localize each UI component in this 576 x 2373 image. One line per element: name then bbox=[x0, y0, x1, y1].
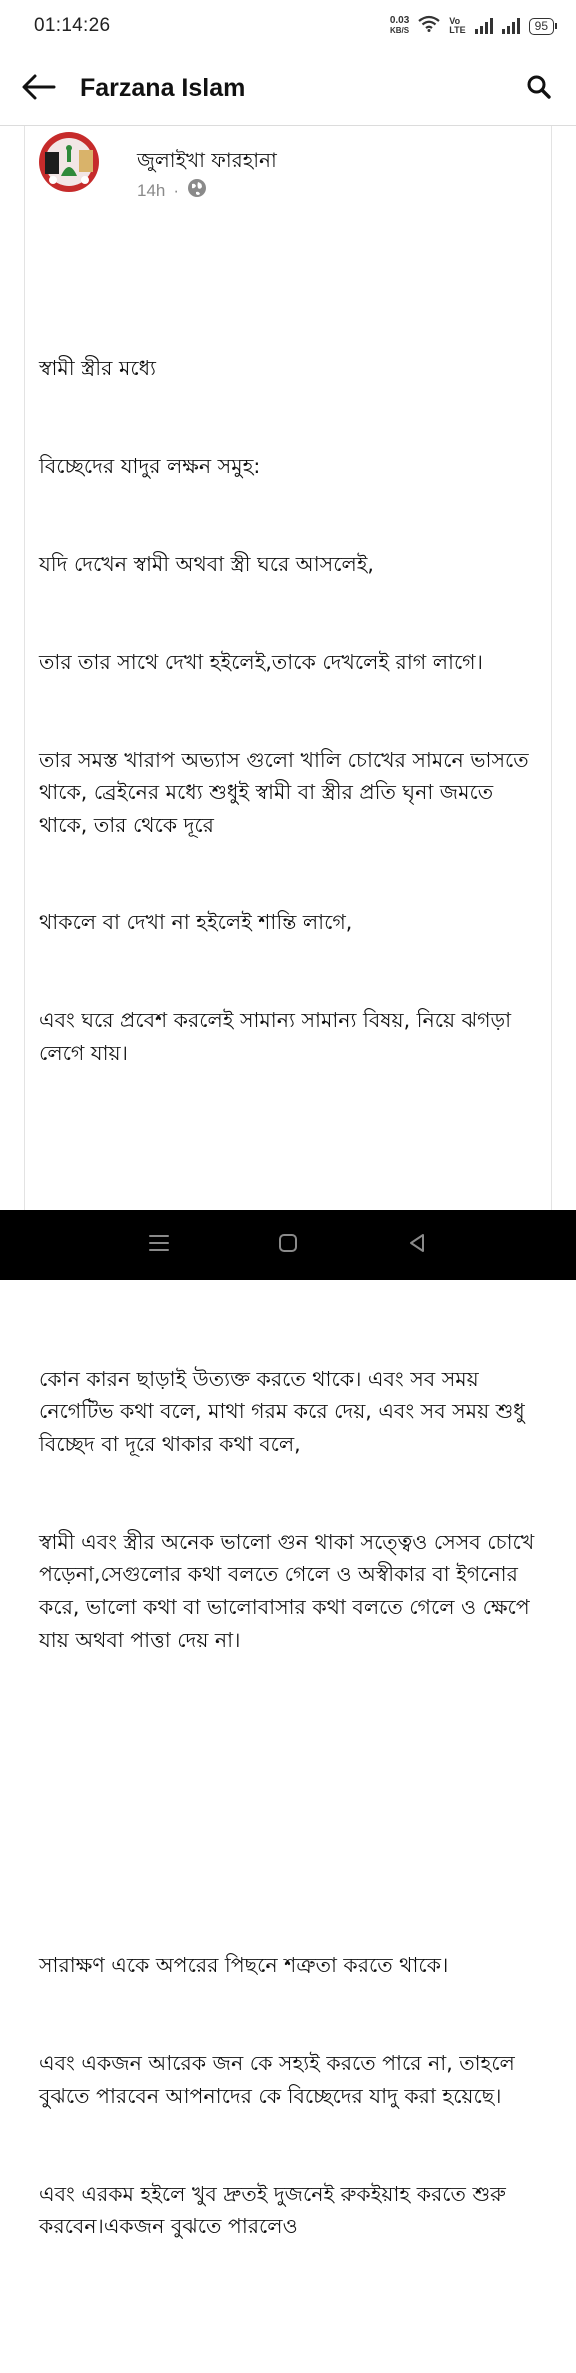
post-line: স্বামী স্ত্রীর মধ্যে bbox=[39, 356, 156, 381]
network-speed-value: 0.03 bbox=[389, 15, 410, 26]
post-line: এবং একজন আরেক জন কে সহ্যই করতে পারে না, তাহলে বুঝতে পারবেন আপনাদের কে বিচ্ছেদের যাদু করা হয়েছে। bbox=[39, 2051, 522, 2108]
post-paragraph-1 bbox=[39, 287, 547, 1134]
post-header bbox=[25, 126, 551, 216]
arrow-left-icon bbox=[22, 74, 56, 104]
wifi-icon bbox=[418, 15, 440, 37]
post-line: এবং এরকম হইলে খুব দ্রুতই দুজনেই রুকইয়াহ করতে শুরু করবেন।একজন বুঝতে পারলেও bbox=[39, 2181, 513, 2239]
battery-icon: 95 bbox=[529, 18, 554, 35]
post-card bbox=[24, 126, 552, 2239]
back-button[interactable] bbox=[22, 70, 60, 108]
post-line: এবং ঘরে প্রবেশ করলেই সামান্য সামান্য বিষয়, নিয়ে ঝগড়া লেগে যায়। bbox=[39, 1008, 518, 1065]
signal-icon-sim1 bbox=[475, 18, 493, 34]
post-line: যদি দেখেন স্বামী অথবা স্ত্রী ঘরে আসলেই, bbox=[39, 551, 374, 576]
post-line: তার সমস্ত খারাপ অভ্যাস গুলো খালি চোখের সামনে ভাসতে থাকে, ব্রেইনের মধ্যে শুধুই স্বামী বা স্ত্রীর প্রতি ঘৃনা জমতে থাকে, তার থেকে দূরে bbox=[39, 747, 536, 837]
volte-bottom: LTE bbox=[449, 25, 466, 35]
search-button[interactable] bbox=[524, 74, 554, 104]
globe-icon bbox=[187, 178, 207, 203]
meta-separator: · bbox=[173, 180, 180, 200]
post-line: কোন কারন ছাড়াই উত্যক্ত করতে থাকে। এবং সব সময় নেগেটিভ কথা বলে, মাথা গরম করে দেয়, এবং সব সময় শুধু বিচ্ছেদ বা দূরে থাকার কথা বলে, bbox=[39, 1366, 532, 1456]
recents-button[interactable] bbox=[139, 1225, 179, 1265]
post-line: সারাক্ষণ একে অপরের পিছনে শত্রুতা করতে থাকে। bbox=[39, 1953, 449, 1978]
nav-back-button[interactable] bbox=[397, 1225, 437, 1265]
signal-icon-sim2 bbox=[502, 18, 520, 34]
system-nav-bar bbox=[0, 1210, 576, 1280]
recents-icon bbox=[148, 1232, 170, 1258]
post-paragraph-2 bbox=[39, 1298, 547, 1722]
app-bar bbox=[0, 52, 576, 126]
post-author[interactable]: জুলাইখা ফারহানা bbox=[137, 148, 277, 172]
post-paragraph-3 bbox=[39, 1884, 547, 2308]
post-meta bbox=[137, 178, 207, 203]
post-line: বিচ্ছেদের যাদুর লক্ষন সমুহ: bbox=[39, 454, 261, 479]
post-line: থাকলে বা দেখা না হইলেই শান্তি লাগে, bbox=[39, 910, 353, 935]
volte-top: Vo bbox=[449, 16, 461, 26]
home-button[interactable] bbox=[268, 1225, 308, 1265]
back-triangle-icon bbox=[406, 1232, 428, 1258]
status-bar bbox=[0, 0, 576, 52]
post-line: তার তার সাথে দেখা হইলেই,তাকে দেখলেই রাগ লাগে। bbox=[39, 649, 483, 674]
avatar[interactable] bbox=[39, 132, 99, 192]
paragraph-gap bbox=[39, 1787, 547, 1820]
network-speed-unit: KB/S bbox=[390, 26, 410, 35]
post-body bbox=[39, 222, 547, 2373]
status-time: 01:14:26 bbox=[34, 15, 111, 36]
search-icon bbox=[526, 74, 552, 104]
volte-indicator bbox=[449, 17, 465, 35]
post-time[interactable]: 14h bbox=[137, 180, 166, 200]
post-line: স্বামী এবং স্ত্রীর অনেক ভালো গুন থাকা সত্ত্বেও সেসব চোখে পড়েনা,সেগুলোর কথা বলতে গেলে ও অস্বীকার বা ইগনোর করে, ভালো কথা বা ভালোবাসার কথা বলতে গেলে ও ক্ষেপে যায় অথবা পাত্তা দেয় না। bbox=[39, 1529, 541, 1652]
status-icons bbox=[390, 15, 554, 37]
page-title: Farzana Islam bbox=[80, 74, 246, 102]
home-icon bbox=[277, 1232, 299, 1258]
network-speed bbox=[390, 16, 409, 36]
